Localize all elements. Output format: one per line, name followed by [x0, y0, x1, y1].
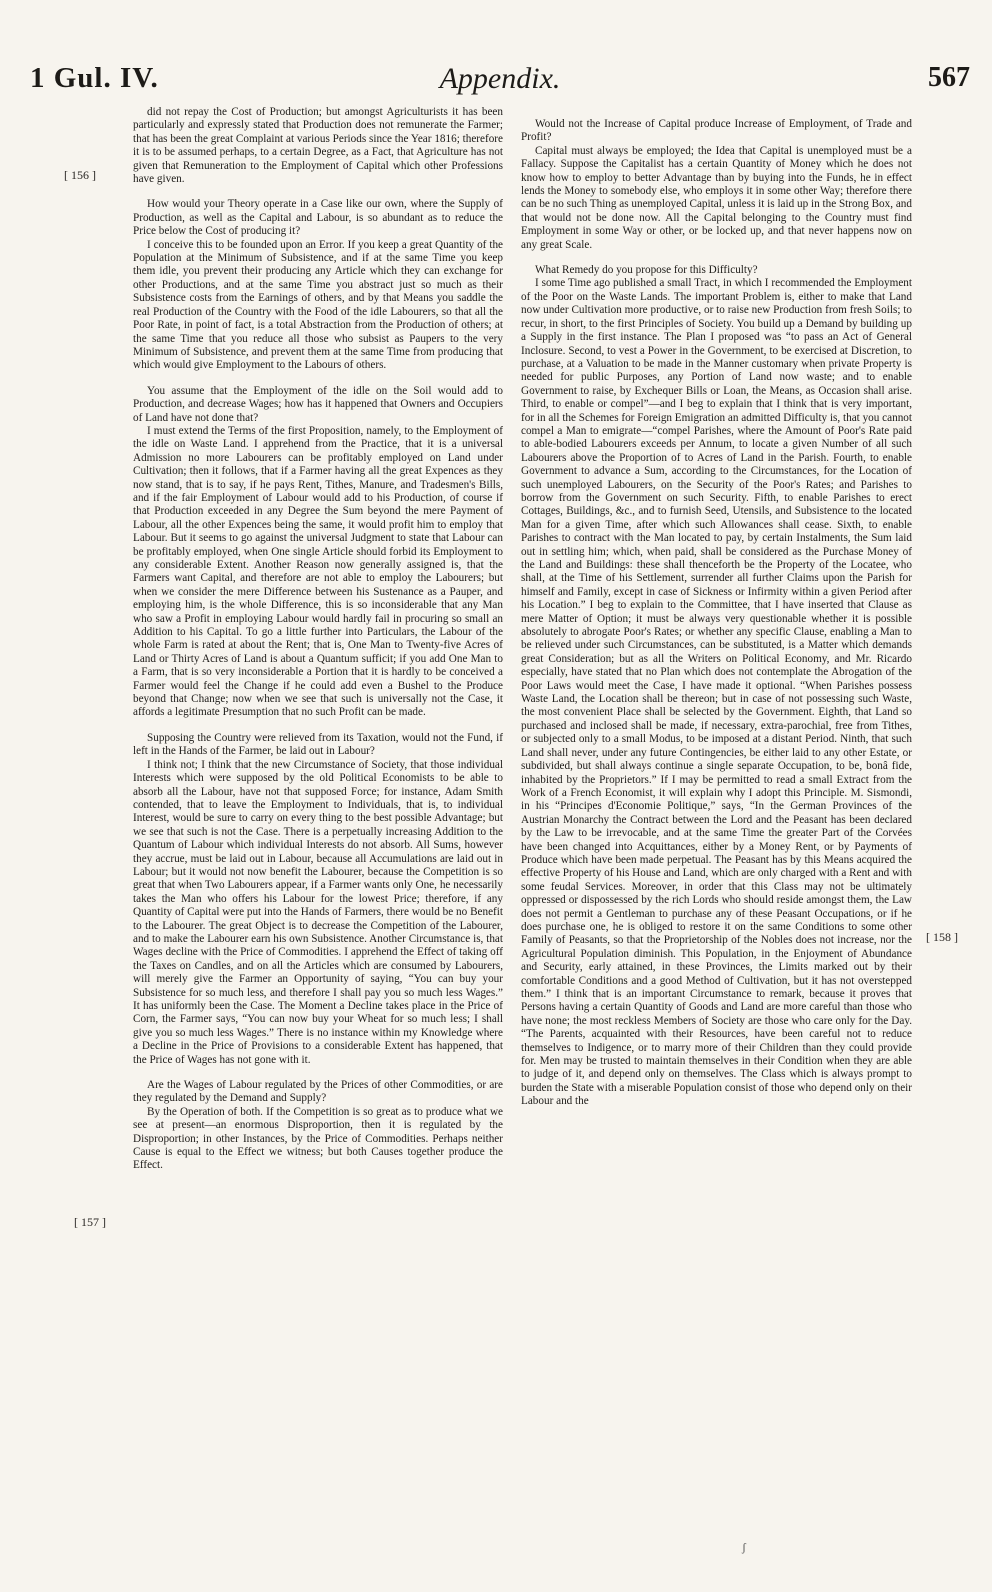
regnal-year: 1 Gul. IV. — [30, 62, 159, 94]
answer-paragraph: Capital must always be employed; the Idea that Capital is unemployed must be a Fallacy. Suppose the Capitalist has a certain Quantity of Money which he does not know how to employ to better Advantage than by buying into the Funds, he in effect lends the Money to somebody else, who employs it in some other Way; therefore there can be no such Thing as unemployed Capital, unless it is laid up in the Strong Box, and that would not be done now. All the Capital belonging to the Country must find Employment in some Way or other, or be locked up, and that never happens now on any great Scale. — [521, 144, 912, 251]
question-paragraph: Would not the Increase of Capital produce Increase of Employment, of Trade and Profit? — [521, 118, 912, 144]
page-number: 567 — [928, 62, 970, 93]
left-column — [133, 106, 503, 1173]
right-column — [521, 106, 912, 1109]
margin-ref-157: [ 157 ] — [74, 1215, 106, 1229]
answer-paragraph: I some Time ago published a small Tract, in which I recommended the Employment of the Poor on the Waste Lands. The important Problem is, either to make that Land now under Cultivation more productive, or to raise new Production from fresh Soils; to recur, in short, to the first Principles of Society. You build up a Demand by building up a Supply in the first instance. The Plan I proposed was “to pass an Act of General Inclosure. Second, to vest a Power in the Government, to be exercised at Discretion, to purchase, at a Valuation to be made in the Manner customary when private Property is needed for public Purposes, any Portion of Land now waste; and to enable Government to raise, by Exchequer Bills or Loan, the Means, as Occasion shall arise. Third, to enable or compel”—and I beg to explain that I think that is very important, for in all the Schemes for Foreign Emigration an admitted Difficulty is, that you cannot compel a Man to emigrate—“compel Parishes, where the Amount of Poor's Rate paid to able-bodied Labourers exceeds per Annum, to locate a given Number of all such Labourers above the Proportion of to Acres of Land in the Parish. Fourth, to enable Government to advance a Sum, according to the Circumstances, for the Location of such unemployed Labourers, on the Security of the Poor's Rates; and Parishes to borrow from the Government on such Security. Fifth, to enable Parishes to erect Cottages, Buildings, &c., and to furnish Seed, Utensils, and Subsistence to the located Man for a given Time, after which such Allowances shall cease. Sixth, to enable Parishes to contract with the Man located to pay, by certain Instalments, the Sum laid out in settling him; which, when paid, shall be considered as the Purchase Money of the Land and Buildings: these shall thenceforth be the Property of the Locatee, who shall, at the Time of his Settlement, surrender all further Claims upon the Parish for himself and Family, except in case of Sickness or Infirmity within a given Period after his Location.” I beg to explain to the Committee, that I have inserted that Clause as mere Matter of Option; it must be always very questionable whether it is possible absolutely to abrogate Poor's Rates; or whether any specific Clause, enabling a Man to be relieved under such Circumstances, can be substituted, is a Matter which demands great Consideration; but as all the Writers on Political Economy, and Mr. Ricardo especially, have stated that no Plan which does not contemplate the Abrogation of the Poor Laws would meet the Case, I have made it optional. “When Parishes possess Waste Land, the Location shall be thereon; but in case of not possessing such Waste, the most convenient Place shall be selected by the Government. Eighth, that Land so purchased and inclosed shall be made, if necessary, extra-parochial, free from Tithes, or subjected only to a small Modus, to be imposed at a distant Period. Ninth, that such Land shall never, under any future Contingencies, be either laid to any other Estate, or subdivided, but shall always continue a single separate Occupation, to be, bonâ fide, inhabited by the Proprietors.” If I may be permitted to read a small Extract from the Work of a French Economist, it will explain why I adopt this Principle. M. Sismondi, in his “Principes d'Economie Politique,” says, “In the German Provinces of the Austrian Monarchy the Contract between the Lord and the Peasant has been declared by the Law to be irrevocable, and at the same Time the greater Part of the Corvées have been changed into Acquittances, either by a Money Rent, or by Payments of Produce which have been made perpetual. The Peasant has by this Means acquired the effective Property of his House and Land, which are only charged with a Rent and with some feudal Services. Moreover, in order that this Class may not be ultimately oppressed or dispossessed by the rich Lords who should reside amongst them, the Law does not permit a Gentleman to purchase any of these Peasant Occupations, or if he does purchase one, he is obliged to restore it on the same Conditions to some other Family of Peasants, so that the Proprietorship of the Nobles does not increase, nor the Agricultural Population diminish. This Population, in the Enjoyment of Abundance and Security, early attained, in these Provinces, the Limits marked out by their comfortable Conditions and a good Method of Cultivation, but it has not overstepped them.” I think that is an important Circumstance to remark, because it proves that Persons having a certain Quantity of Goods and Land are more careful than those who have none; the most reckless Members of Society are those who care only for the Day. “The Parents, acquainted with their Resources, have been careful not to reduce themselves to Indigence, or to marry more of their Children than they could provide for. Men may be trusted to maintain themselves in their Condition when they are able to judge of it, and depend only on themselves. The Class which is always prompt to burden the State with a miserable Population consist of those who depend only on their Labour and the — [521, 277, 912, 1108]
margin-ref-156: [ 156 ] — [64, 168, 96, 182]
running-head — [30, 62, 970, 96]
answer-paragraph: I conceive this to be founded upon an Error. If you keep a great Quantity of the Population at the Minimum of Subsistence, and if at the same Time you keep them idle, you prevent their producing any Article which they can exchange for other Productions, and at the same Time you abstract just so much as their Subsistence costs from the Earnings of others, and by that Means you saddle the real Production of the Country with the Food of the idle Labourers, so that all the Poor Rate, in point of fact, is a total Abstraction from the Production of others; at the same Time that you reduce all those who subsist as Paupers to the very Minimum of Subsistence, and prevent them at the same Time from producing that which would give Employment to the Labours of others. — [133, 238, 503, 372]
answer-paragraph: I think not; I think that the new Circumstance of Society, that those individual Interests which were supposed by the old Political Economists to be able to absorb all the Labour, have not that supposed Force; for instance, Adam Smith contended, that to leave the Employment to Individuals, that is, to individual Interest, would be sure to carry on every thing to the best possible Advantage; but we see that such is not the Case. There is a perpetually increasing Addition to the Quantum of Labour which individual Interests do not absorb. All Sums, however they accrue, must be laid out in Labour, because all Accumulations are laid out in Labour; but it would not now benefit the Labourer, because the Competition is so great that when Two Labourers appear, if a Farmer wants only One, he necessarily takes the Man who offers his Labour for the lowest Price; therefore, if any Quantity of Capital were put into the Hands of Farmers, there would be no Benefit to the Labourer. The great Object is to decrease the Competition of the Labourer, and to make the Labourer earn his own Subsistence. Another Circumstance is, that Wages decline with the Price of Commodities. I apprehend the Effect of taking off the Taxes on Candles, and on all the Articles which are consumed by Labourers, will merely give the Farmer an Opportunity of saying, “You can buy your Subsistence for so much less, and therefore I shall pay you so much less Wages.” It has uniformly been the Case. The Moment a Decline takes place in the Price of Corn, the Farmer says, “You can now buy your Wheat for so much less; I shall give you so much less Wages.” There is no instance within my Knowledge where a Decline in the Price of Provisions to a considerable Extent has happened, that the Price of Wages has not gone with it. — [133, 758, 503, 1066]
answer-paragraph: By the Operation of both. If the Competition is so great as to produce what we see at present—an enormous Disproportion, then it is regulated by the Disproportion; in other Instances, by the Price of Commodities. Perhaps neither Cause is equal to the Effect we witness; but both Causes together produce the Effect. — [133, 1105, 503, 1172]
section-title: Appendix. — [439, 62, 561, 95]
question-paragraph: Supposing the Country were relieved from its Taxation, would not the Fund, if left in the Hands of the Farmer, be laid out in Labour? — [133, 731, 503, 758]
answer-paragraph: did not repay the Cost of Production; but amongst Agriculturists it has been particularly and expressly stated that Production does not remunerate the Farmer; that has been the great Complaint at various Periods since the Year 1816; therefore it is to be assumed perhaps, to a certain Degree, as a Fact, that Agriculture has not given that Remuneration to the Employment of Capital which other Professions have given. — [133, 106, 503, 186]
question-paragraph: You assume that the Employment of the idle on the Soil would add to Production, and decrease Wages; how has it happened that Owners and Occupiers of Land have not done that? — [133, 384, 503, 424]
answer-paragraph: I must extend the Terms of the first Proposition, namely, to the Employment of the idle on Waste Land. I apprehend from the Practice, that it is a universal Admission no more Labourers can be profitably employed on Land under Cultivation; then it follows, that if a Farmer having all the great Expences as they now stand, that is to say, if he pays Rent, Tithes, Manure, and Tradesmen's Bills, and if the fair Employment of Labour would add to his Production, of course if that Production exceeded in any Degree the Sum beyond the mere Payment of Labour, all the other Expences being the same, it would profit him to employ that Labour. But it seems to go against the universal Judgment to state that Labour can be profitably employed, when One single Article should forbid its Employment to any considerable Extent. Another Reason now generally assigned is, that the Farmers want Capital, and therefore are not able to employ the Labourers; but when we consider the mere Difference between his Sustenance as a Pauper, and employing him, is the whole Difference, this is so inconsiderable that any Man who saw a Profit in employing Labour would hardly fail in procuring so small an Addition to his Capital. To go a little further into Particulars, the Labour of the whole Farm is rated at about the Rent; that is, One Man to Twenty-five Acres of Land or Thirty Acres of Land is about a Quantum sufficit; if you add One Man to a Farm, that is so very inconsiderable a Portion that it is hardly to be conceived a Farmer would feel the Change if he could add even a Bushel to the Produce beyond that Change; now when we see that such is universally not the Case, it affords a legitimate Presumption that no such Profit can be made. — [133, 424, 503, 719]
margin-ref-158: [ 158 ] — [926, 930, 958, 944]
question-paragraph: What Remedy do you propose for this Difficulty? — [535, 264, 758, 277]
question-paragraph: Are the Wages of Labour regulated by the Prices of other Commodities, or are they regulated by the Demand and Supply? — [133, 1079, 503, 1105]
question-paragraph: How would your Theory operate in a Case like our own, where the Supply of Production, as well as the Capital and Labour, is so abundant as to reduce the Price below the Cost of producing it? — [133, 198, 503, 238]
footer-mark: ʃ — [742, 1540, 746, 1554]
